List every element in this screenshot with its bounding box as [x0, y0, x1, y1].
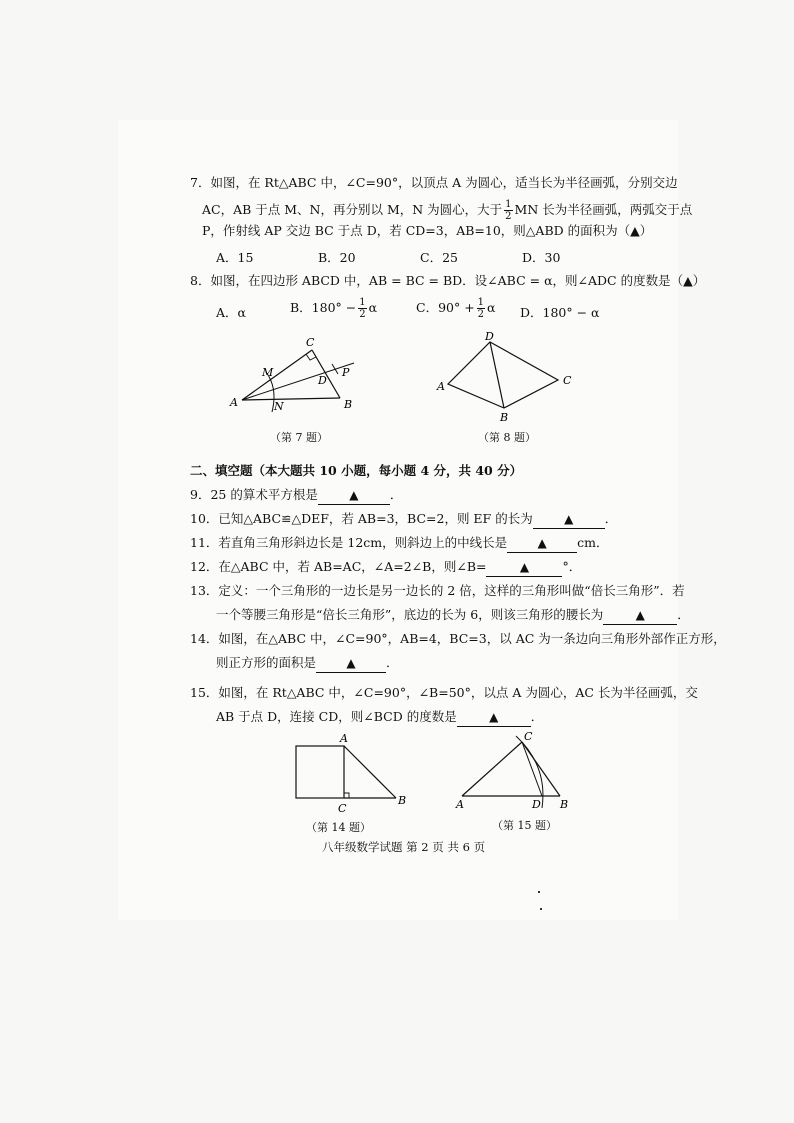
- figure-15: [454, 728, 584, 818]
- q8-option-b-num: 1: [359, 297, 366, 308]
- q7-option-b: B．20: [318, 250, 356, 265]
- q7-line2-b: MN 长为半径画弧，两弧交于点: [514, 202, 693, 217]
- q14-text: 则正方形的面积是: [216, 655, 317, 670]
- q14-line1: 14．如图，在△ABC 中，∠C=90°，AB=4，BC=3，以 AC 为一条边向三角形外部作正方形，: [190, 631, 726, 646]
- q9-text: 9．25 的算术平方根是: [190, 487, 318, 502]
- q11-line: [190, 534, 609, 553]
- q13-line1: 13．定义：一个三角形的一边长是另一边长的 2 倍，这样的三角形叫做“倍长三角形”．若: [190, 583, 685, 598]
- fig8-label-d: D: [485, 332, 494, 343]
- q8-option-c-pre: C．90° +: [416, 300, 475, 315]
- fig14-square: [296, 746, 344, 798]
- section-2-heading: 二、填空题（本大题共 10 小题，每小题 4 分，共 40 分）: [190, 463, 523, 478]
- q7-fraction: [504, 199, 512, 222]
- q7-line2: [202, 199, 692, 222]
- q13-end: ．: [677, 607, 690, 622]
- fig14-caption: （第 14 题）: [306, 821, 371, 834]
- figure-8: [432, 332, 582, 424]
- q9-answer-blank: ▲: [318, 486, 390, 505]
- q7-option-c: C．25: [420, 250, 458, 265]
- q8-option-c-fraction: [477, 297, 485, 320]
- q8-option-c-den: 2: [477, 309, 485, 320]
- fig7-side-ab: [242, 398, 340, 400]
- scan-speck: [538, 891, 540, 893]
- q10-end: ．: [604, 511, 618, 526]
- q15-end: ．: [530, 709, 544, 724]
- q8-option-a: A．α: [216, 305, 246, 320]
- fig8-diagonal-bd: [490, 342, 504, 408]
- q7-frac-den: 2: [505, 211, 512, 222]
- fig15-side-cb: [522, 742, 560, 796]
- q8-line1: 8．如图，在四边形 ABCD 中，AB = BC = BD．设∠ABC = α，则∠ADC 的度数是（▲）: [190, 273, 706, 288]
- q13-line2: [216, 606, 690, 625]
- q7-line3: P，作射线 AP 交边 BC 于点 D，若 CD=3，AB=10，则△ABD 的面积为（▲）: [202, 223, 653, 238]
- q9-line: [190, 486, 402, 505]
- q8-option-c-num: 1: [477, 297, 485, 308]
- fig8-label-b: B: [500, 411, 509, 424]
- fig7-label-p: P: [342, 366, 350, 379]
- q12-line: [190, 558, 581, 577]
- q10-answer-blank: ▲: [533, 510, 605, 529]
- q8-option-c: [416, 297, 496, 320]
- q7-option-d: D．30: [522, 250, 561, 265]
- fig7-side-ac: [242, 350, 312, 400]
- fig7-label-n: N: [274, 400, 284, 413]
- fig15-caption: （第 15 题）: [492, 819, 557, 832]
- q14-answer-blank: ▲: [316, 654, 386, 673]
- q8-option-c-post: α: [487, 300, 496, 315]
- fig8-caption: （第 8 题）: [478, 431, 536, 444]
- fig15-label-c: C: [524, 730, 533, 743]
- fig8-label-a: A: [437, 380, 445, 393]
- q10-line: [190, 510, 617, 529]
- q14-end: ．: [386, 655, 399, 670]
- fig14-label-b: B: [398, 794, 407, 807]
- fig7-ray-ap: [242, 363, 354, 400]
- q15-text: AB 于点 D，连接 CD，则∠BCD 的度数是: [216, 709, 457, 724]
- fig14-label-c: C: [338, 802, 347, 815]
- q11-end: cm．: [577, 535, 609, 550]
- fig7-label-a: A: [230, 396, 238, 409]
- q15-line2: [216, 708, 543, 727]
- fig7-label-d: D: [318, 374, 327, 387]
- q13-answer-blank: ▲: [603, 606, 677, 625]
- fig14-hypotenuse-ab: [344, 746, 396, 798]
- fig7-label-c: C: [306, 336, 315, 349]
- q14-line2: [216, 654, 399, 673]
- q7-line2-a: AC，AB 于点 M、N，再分别以 M，N 为圆心，大于: [202, 202, 503, 217]
- figure-7: [228, 332, 368, 422]
- fig7-label-b: B: [344, 398, 353, 411]
- q12-text: 12．在△ABC 中，若 AB=AC，∠A=2∠B，则∠B=: [190, 559, 487, 574]
- fig15-side-ac: [462, 742, 522, 796]
- q13-text: 一个等腰三角形是“倍长三角形”，底边的长为 6，则该三角形的腰长为: [216, 607, 604, 622]
- q12-answer-blank: ▲: [486, 558, 562, 577]
- fig8-quadrilateral: [448, 342, 558, 408]
- fig15-label-b: B: [560, 798, 569, 811]
- q7-line1: 7．如图，在 Rt△ABC 中，∠C=90°，以顶点 A 为圆心，适当长为半径画弧，分别交边: [190, 175, 678, 190]
- q11-text: 11．若直角三角形斜边长是 12cm，则斜边上的中线长是: [190, 535, 508, 550]
- q12-end: °．: [562, 559, 582, 574]
- q10-text: 10．已知△ABC≌△DEF，若 AB=3，BC=2，则 EF 的长为: [190, 511, 533, 526]
- q8-option-b: [290, 297, 377, 320]
- fig15-label-d: D: [532, 798, 541, 811]
- q15-answer-blank: ▲: [457, 708, 531, 727]
- q8-option-b-fraction: [358, 297, 366, 320]
- page-footer: 八年级数学试题 第 2 页 共 6 页: [322, 840, 486, 854]
- q7-frac-num: 1: [505, 199, 512, 210]
- scan-speck: [540, 908, 542, 910]
- q9-end: ．: [389, 487, 403, 502]
- fig7-caption: （第 7 题）: [270, 431, 328, 444]
- q8-option-b-den: 2: [359, 309, 366, 320]
- fig8-label-c: C: [563, 374, 572, 387]
- q11-answer-blank: ▲: [507, 534, 577, 553]
- q8-option-b-pre: B．180° −: [290, 300, 357, 315]
- fig7-label-m: M: [262, 366, 274, 379]
- fig14-right-angle: [344, 793, 349, 798]
- figure-14: [290, 730, 420, 818]
- fig14-label-a: A: [340, 732, 348, 745]
- q15-line1: 15．如图，在 Rt△ABC 中，∠C=90°，∠B=50°，以点 A 为圆心，AC 长为半径画弧，交: [190, 685, 698, 700]
- q8-option-b-post: α: [368, 300, 378, 315]
- q7-option-a: A．15: [216, 250, 254, 265]
- q8-option-d: D．180° − α: [520, 305, 600, 320]
- fig15-label-a: A: [456, 798, 464, 811]
